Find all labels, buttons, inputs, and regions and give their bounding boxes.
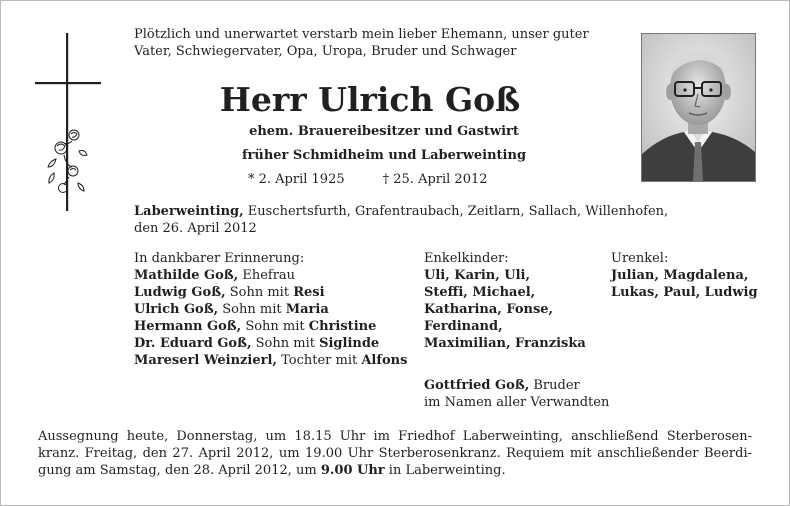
intro-text xyxy=(134,26,589,60)
notice-date: den 26. April 2012 xyxy=(134,221,257,236)
signoff-relation: Bruder xyxy=(529,378,580,393)
funeral-details-end: in Laberweinting. xyxy=(384,463,506,478)
death-date: † 25. April 2012 xyxy=(382,172,488,187)
mourner-row xyxy=(134,318,407,335)
cross-with-roses-icon xyxy=(34,33,104,217)
funeral-details xyxy=(38,428,752,479)
mourner-name: Mathilde Goß, xyxy=(134,268,239,283)
mourners-header: In dankbarer Erinnerung: xyxy=(134,251,305,266)
burial-time: 9.00 Uhr xyxy=(320,463,385,478)
mourner-row xyxy=(134,335,407,352)
mourner-relation: Tochter mit xyxy=(276,353,362,368)
occupation-line: ehem. Brauereibesitzer und Gastwirt xyxy=(249,124,519,139)
origin-line: früher Schmidheim und Laberweinting xyxy=(241,148,527,163)
mourner-partner: Maria xyxy=(285,302,329,317)
grandchildren-header: Enkelkinder: xyxy=(424,251,509,266)
signoff xyxy=(424,377,609,411)
mourner-relation: Ehefrau xyxy=(238,268,296,283)
mourners-column xyxy=(134,250,407,369)
mourner-partner: Resi xyxy=(293,285,325,300)
mourner-name: Mareserl Weinzierl, xyxy=(134,353,277,368)
mourner-row xyxy=(134,284,407,301)
signoff-line: im Namen aller Verwandten xyxy=(424,395,610,410)
mourner-name: Dr. Eduard Goß, xyxy=(134,336,252,351)
great-grandchildren-column xyxy=(611,250,758,301)
mourner-name: Ludwig Goß, xyxy=(134,285,226,300)
great-grandchildren-header: Urenkel: xyxy=(611,251,669,266)
intro-line: Vater, Schwiegervater, Opa, Uropa, Bruder und Schwager xyxy=(134,44,517,59)
mourner-relation: Sohn mit xyxy=(251,336,320,351)
place-and-date xyxy=(134,203,668,237)
grandchildren-line: Ferdinand, xyxy=(424,319,503,334)
mourner-name: Hermann Goß, xyxy=(134,319,242,334)
life-dates xyxy=(248,171,488,188)
grandchildren-line: Katharina, Fonse, xyxy=(424,302,554,317)
place-town: Laberweinting, xyxy=(134,204,244,219)
intro-line: Plötzlich und unerwartet verstarb mein lieber Ehemann, unser guter xyxy=(134,27,589,42)
mourner-row xyxy=(134,352,407,369)
mourner-relation: Sohn mit xyxy=(241,319,309,334)
grandchildren-line: Uli, Karin, Uli, xyxy=(424,268,531,283)
mourner-relation: Sohn mit xyxy=(225,285,294,300)
great-grandchildren-line: Julian, Magdalena, xyxy=(611,268,749,283)
grandchildren-line: Steffi, Michael, xyxy=(424,285,536,300)
great-grandchildren-line: Lukas, Paul, Ludwig xyxy=(611,285,758,300)
mourner-row xyxy=(134,267,407,284)
mourner-row xyxy=(134,301,407,318)
signoff-name: Gottfried Goß, xyxy=(424,378,530,393)
mourner-name: Ulrich Goß, xyxy=(134,302,219,317)
place-villages: Euschertsfurth, Grafentraubach, Zeitlarn, Sallach, Willenhofen, xyxy=(243,204,669,219)
funeral-details-text: Aussegnung heute, Donnerstag, um 18.15 Uhr im Friedhof Laberweinting, anschließend Sterberosen-kranz. Freitag, den 27. April 2012, um 19.00 Uhr Sterberosenkranz. Requiem mit anschließender Beerdi-gung am Samstag, den 28. April 2012, um xyxy=(38,429,752,478)
mourner-partner: Siglinde xyxy=(319,336,380,351)
deceased-name-text: Herr Ulrich Goß xyxy=(219,80,521,119)
birth-date: * 2. April 1925 xyxy=(248,172,345,187)
mourner-partner: Christine xyxy=(308,319,377,334)
mourner-relation: Sohn mit xyxy=(218,302,286,317)
grandchildren-column xyxy=(424,250,586,352)
mourner-partner: Alfons xyxy=(361,353,408,368)
grandchildren-line: Maximilian, Franziska xyxy=(424,336,586,351)
deceased-name xyxy=(0,80,790,120)
